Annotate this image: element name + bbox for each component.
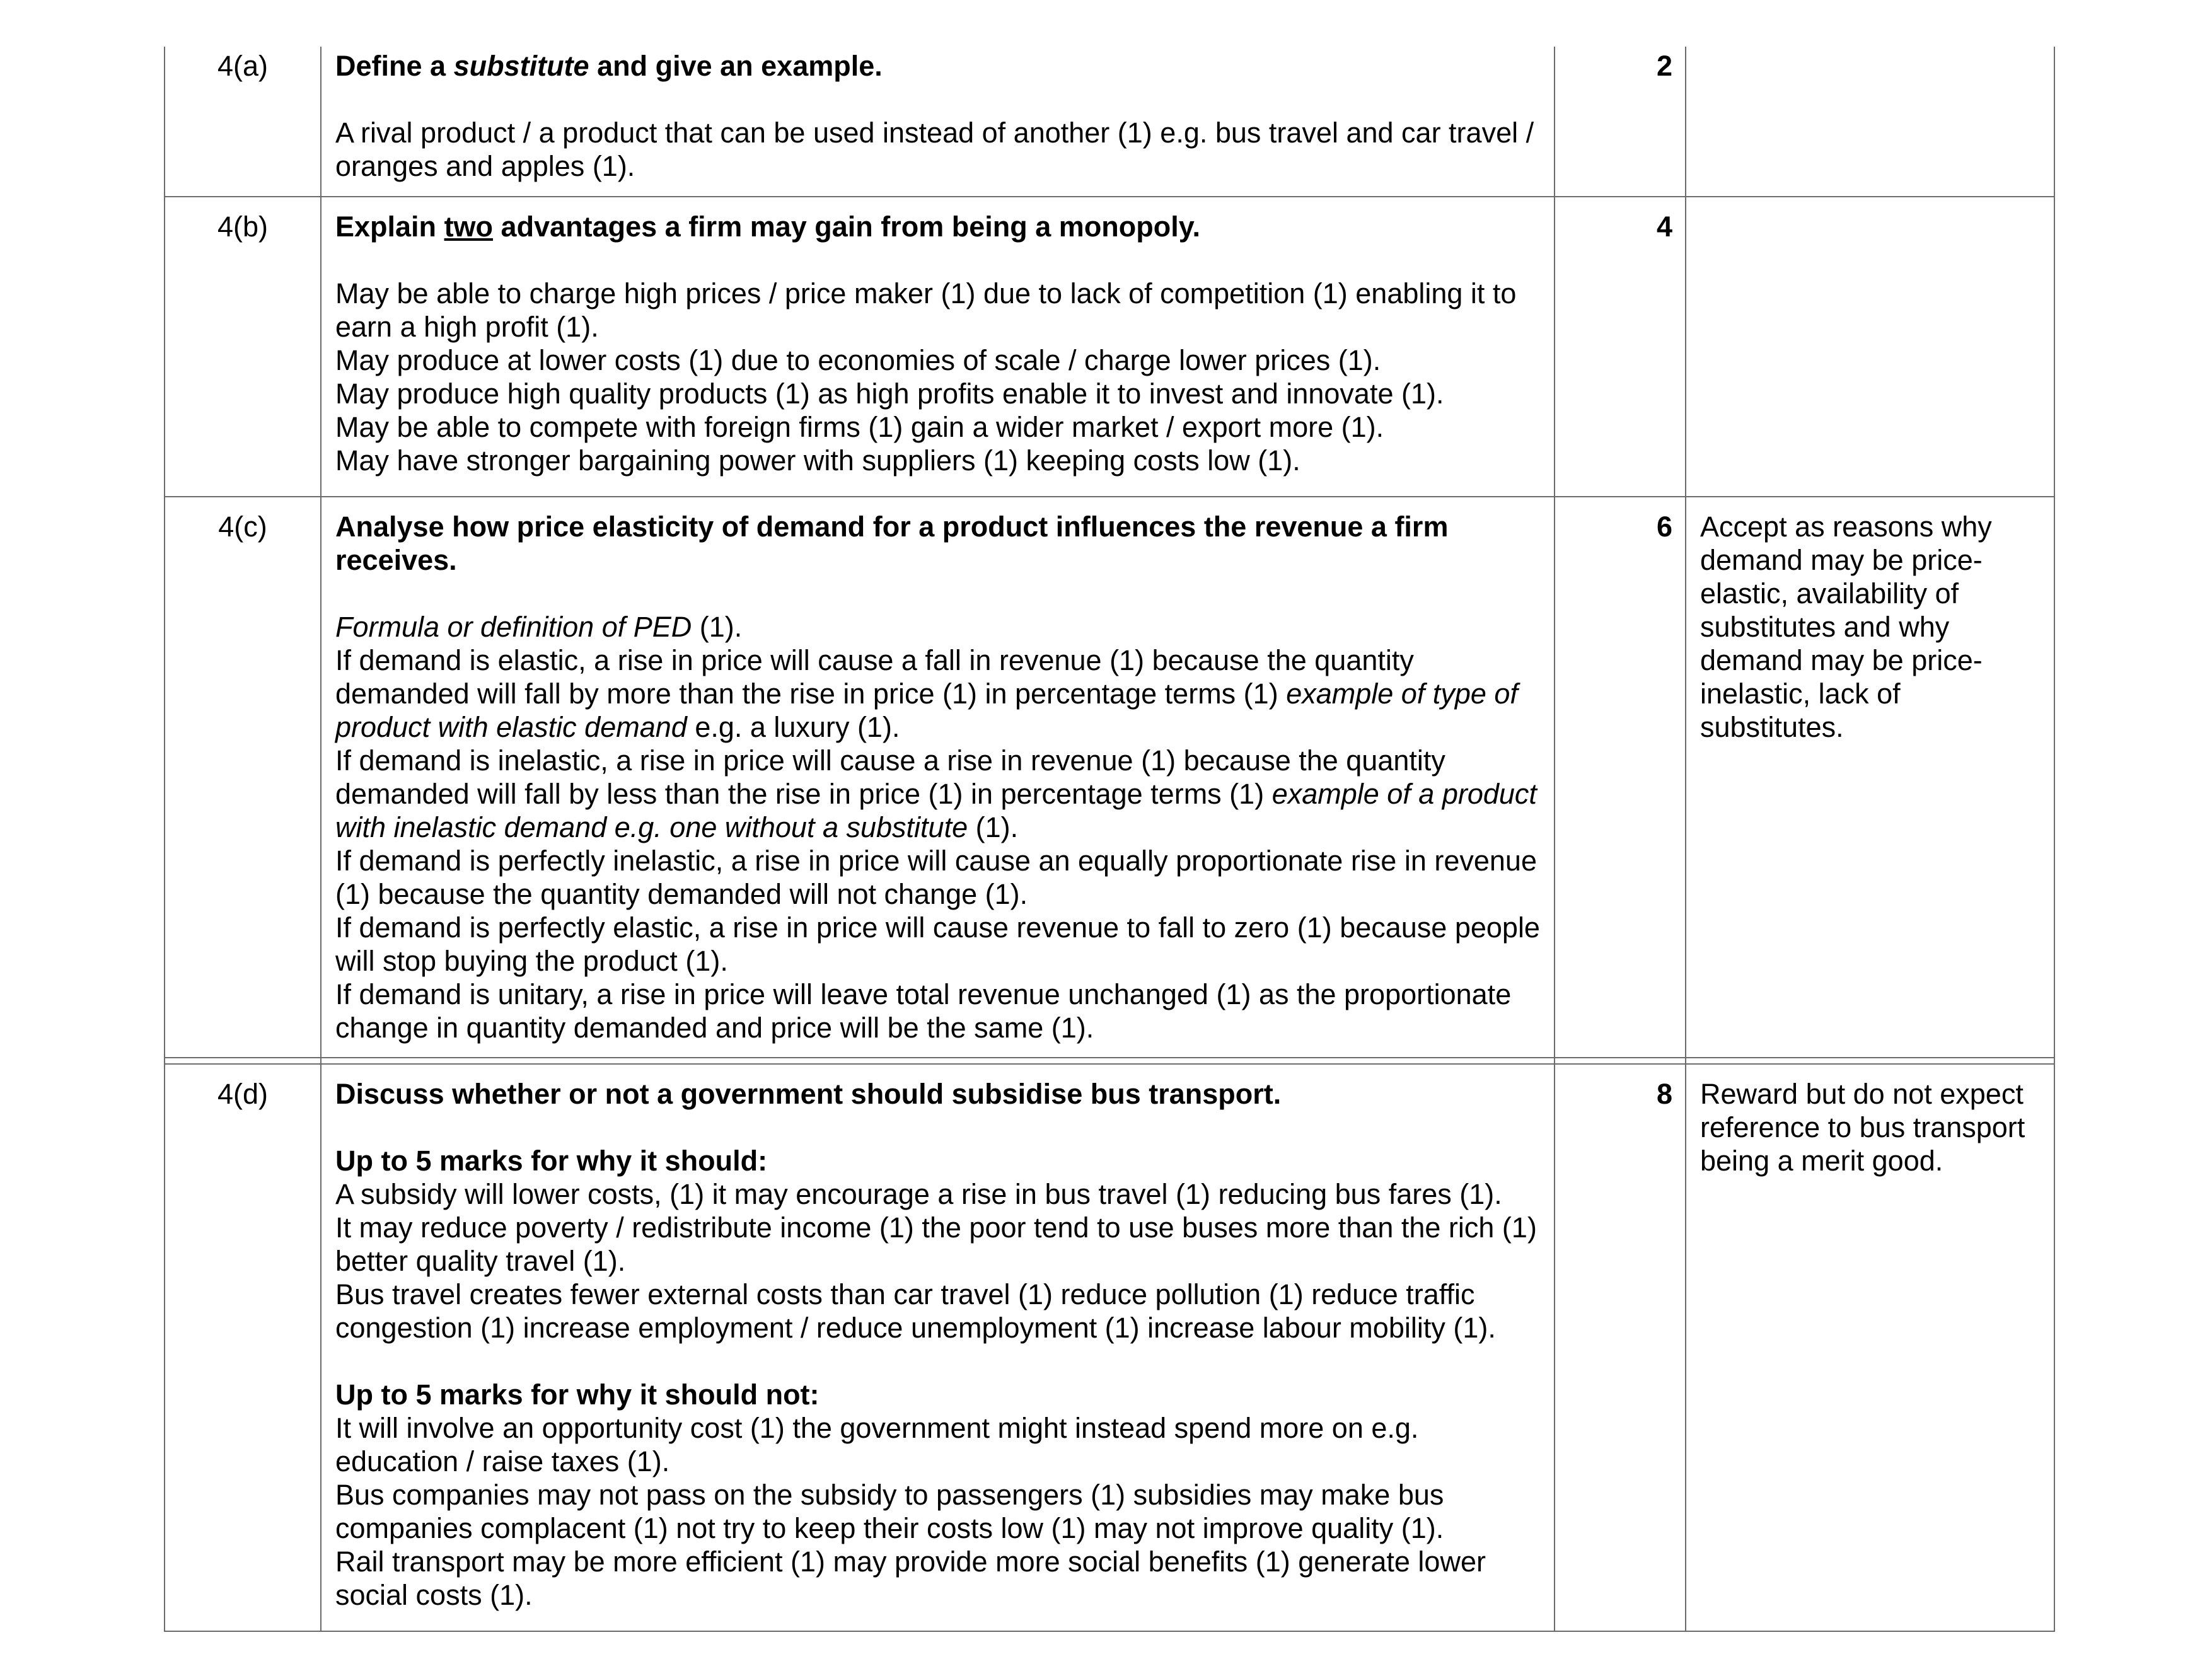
question-body [321, 197, 1555, 497]
question-number: 4(a) [165, 47, 321, 197]
answer-line: May produce at lower costs (1) due to economies of scale / charge lower prices (1). [335, 344, 1381, 376]
question-text: Define a substitute and give an example. [335, 50, 883, 82]
answer-line: If demand is inelastic, a rise in price will cause a rise in revenue (1) because the quantity demanded will fall by less than the rise in price (1) in percentage terms (1) example of a product with inelastic demand e.g. one without a substitute (1). [335, 744, 1537, 843]
section-heading-for: Up to 5 marks for why it should: [335, 1145, 768, 1177]
marks: 6 [1555, 497, 1686, 1058]
guidance: Accept as reasons why demand may be price-elastic, availability of substitutes and why demand may be price-inelastic, lack of substitutes. [1686, 497, 2054, 1058]
answer-line: If demand is perfectly elastic, a rise in price will cause revenue to fall to zero (1) because people will stop buying the product (1). [335, 911, 1540, 977]
question-text: Analyse how price elasticity of demand for a product influences the revenue a firm receives. [335, 511, 1449, 576]
mark-scheme-table [164, 47, 2055, 1632]
question-row-4a [165, 47, 2054, 197]
answer-line: If demand is elastic, a rise in price will cause a fall in revenue (1) because the quantity demanded will fall by more than the rise in price (1) in percentage terms (1) example of type of product with elastic demand e.g. a luxury (1). [335, 644, 1518, 743]
question-row-4b [165, 197, 2054, 497]
question-body [321, 1064, 1555, 1631]
question-number: 4(d) [165, 1064, 321, 1631]
guidance [1686, 47, 2054, 197]
question-row-4d [165, 1064, 2054, 1631]
answer-line: A subsidy will lower costs, (1) it may encourage a rise in bus travel (1) reducing bus fares (1). [335, 1178, 1502, 1210]
question-emphasis: two [444, 211, 494, 243]
mark-scheme-sheet [164, 47, 2054, 1632]
marks: 8 [1555, 1064, 1686, 1631]
section-separator [165, 1058, 2054, 1064]
answer-line: Formula or definition of PED (1). [335, 611, 743, 643]
question-row-4c [165, 497, 2054, 1058]
answer-line: It may reduce poverty / redistribute income (1) the poor tend to use buses more than the rich (1) better quality travel (1). [335, 1211, 1537, 1277]
question-body [321, 47, 1555, 197]
guidance [1686, 197, 2054, 497]
marks: 2 [1555, 47, 1686, 197]
question-number: 4(b) [165, 197, 321, 497]
answer-line: May be able to charge high prices / price maker (1) due to lack of competition (1) enabling it to earn a high profit (1). [335, 277, 1517, 343]
question-body [321, 497, 1555, 1058]
answer-line: It will involve an opportunity cost (1) the government might instead spend more on e.g. education / raise taxes (1). [335, 1412, 1419, 1477]
answer-line: Bus travel creates fewer external costs than car travel (1) reduce pollution (1) reduce traffic congestion (1) increase employment / reduce unemployment (1) increase labour mobility (1). [335, 1278, 1496, 1344]
marks: 4 [1555, 197, 1686, 497]
answer-line: Bus companies may not pass on the subsidy to passengers (1) subsidies may make bus companies complacent (1) not try to keep their costs low (1) may not improve quality (1). [335, 1479, 1444, 1544]
answer-line: May produce high quality products (1) as high profits enable it to invest and innovate (1). [335, 378, 1444, 410]
section-heading-against: Up to 5 marks for why it should not: [335, 1378, 819, 1411]
guidance: Reward but do not expect reference to bus transport being a merit good. [1686, 1064, 2054, 1631]
question-text: Explain two advantages a firm may gain from being a monopoly. [335, 211, 1200, 243]
answer-line: May have stronger bargaining power with suppliers (1) keeping costs low (1). [335, 444, 1300, 477]
answer-line: May be able to compete with foreign firms (1) gain a wider market / export more (1). [335, 411, 1384, 443]
question-text: Discuss whether or not a government should subsidise bus transport. [335, 1078, 1282, 1110]
question-emphasis: substitute [453, 50, 589, 82]
answer-line: If demand is unitary, a rise in price will leave total revenue unchanged (1) as the proportionate change in quantity demanded and price will be the same (1). [335, 978, 1512, 1044]
question-number: 4(c) [165, 497, 321, 1058]
answer-line: A rival product / a product that can be used instead of another (1) e.g. bus travel and car travel / oranges and apples (1). [335, 117, 1534, 182]
answer-line: If demand is perfectly inelastic, a rise in price will cause an equally proportionate rise in revenue (1) because the quantity demanded will not change (1). [335, 845, 1537, 910]
answer-line: Rail transport may be more efficient (1) may provide more social benefits (1) generate lower social costs (1). [335, 1546, 1486, 1611]
